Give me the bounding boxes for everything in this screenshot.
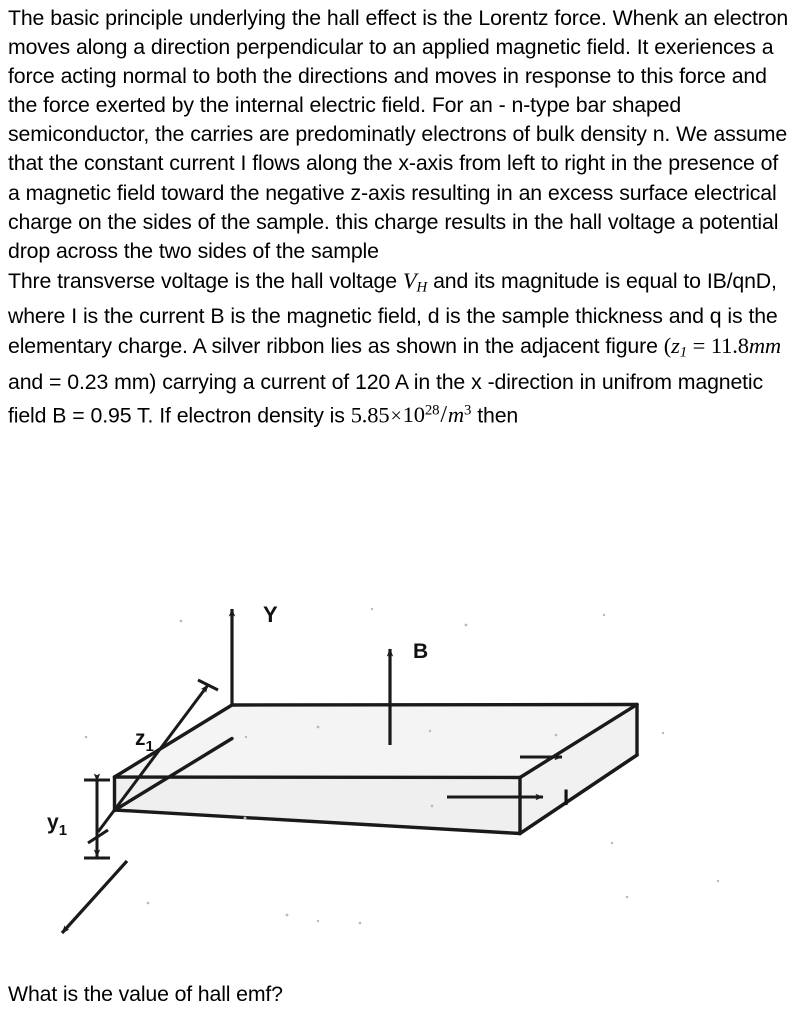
slab-edge-top-back (232, 705, 637, 706)
density-exponent: 28 (424, 402, 440, 419)
passage-paragraph-1: The basic principle underlying the hall effect is the Lorentz force. Whenk an electron moves along a direction perpendicular to an applied magnetic field. It exeriences a force acting normal to both the directions and moves in response to this force and the force exerted by the internal electric field. For an - n-type bar shaped semiconductor, the carries are predominatly electrons of bulk density n. We assume that the constant current I flows along the x-axis from left to right in the presence of a magnetic field toward the negative z-axis resulting in an excess surface electrical charge on the sides of the sample. this charge results in the hall voltage a potential drop across the two sides of the sample (8, 6, 789, 263)
passage-p2-segment-3: and = 0.23 mm) carrying a current of 120 A in the x -direction in unifrom magnetic field B = 0.95 T. If electron density is (8, 369, 764, 428)
z1-dimension-label: $z_1$ (135, 727, 154, 755)
passage-paragraph-2 (8, 266, 794, 432)
passage-p2-segment-1: Thre transverse voltage is the hall voltage (8, 268, 403, 293)
z1-symbol (671, 333, 687, 361)
multiplication-sign-icon: × (390, 405, 402, 428)
hall-voltage-letter: V (402, 267, 417, 293)
density-power (403, 402, 440, 427)
z1-unit: mm (748, 333, 782, 359)
question-prompt (8, 980, 794, 1009)
y-axis-label: Y (263, 602, 278, 627)
density-mantissa: 5.85 (350, 402, 390, 428)
density-unit-letter: m (447, 402, 465, 428)
z-axis-arrow (62, 861, 127, 933)
density-unit-exponent: 3 (464, 402, 472, 419)
z1-open-paren: ( (663, 333, 672, 359)
hall-voltage-symbol (402, 267, 428, 296)
z1-value: 11.8 (710, 333, 749, 359)
y1-dimension-label: $y_1$ (47, 811, 68, 839)
question-text: What is the value of hall emf? (8, 982, 283, 1006)
slab-front-face (115, 777, 520, 833)
z1-equals-sign: = (686, 333, 711, 359)
z1-subscript: 1 (679, 344, 687, 361)
z1-letter: z (671, 333, 680, 359)
passage-p2-segment-4: then (471, 403, 519, 428)
z1-dimension-cap-upper (198, 680, 218, 690)
hall-effect-diagram (0, 585, 800, 960)
slab-edge-top-front (115, 777, 521, 778)
hall-voltage-subscript: H (416, 279, 428, 296)
density-base: 10 (402, 402, 425, 428)
passage-p2-segment-2: and its magnitude is equal to IB/qnD, where I is the current B is the magnetic field, d is the sample thickness and q is the elementary charge. A silver ribbon lies as shown in the adjacent figure (8, 268, 778, 359)
passage-text (8, 4, 794, 432)
density-unit (448, 402, 471, 427)
hall-effect-svg (0, 585, 800, 960)
density-slash: / (440, 402, 447, 429)
b-field-label: B (413, 640, 429, 663)
current-label: I (563, 785, 570, 810)
